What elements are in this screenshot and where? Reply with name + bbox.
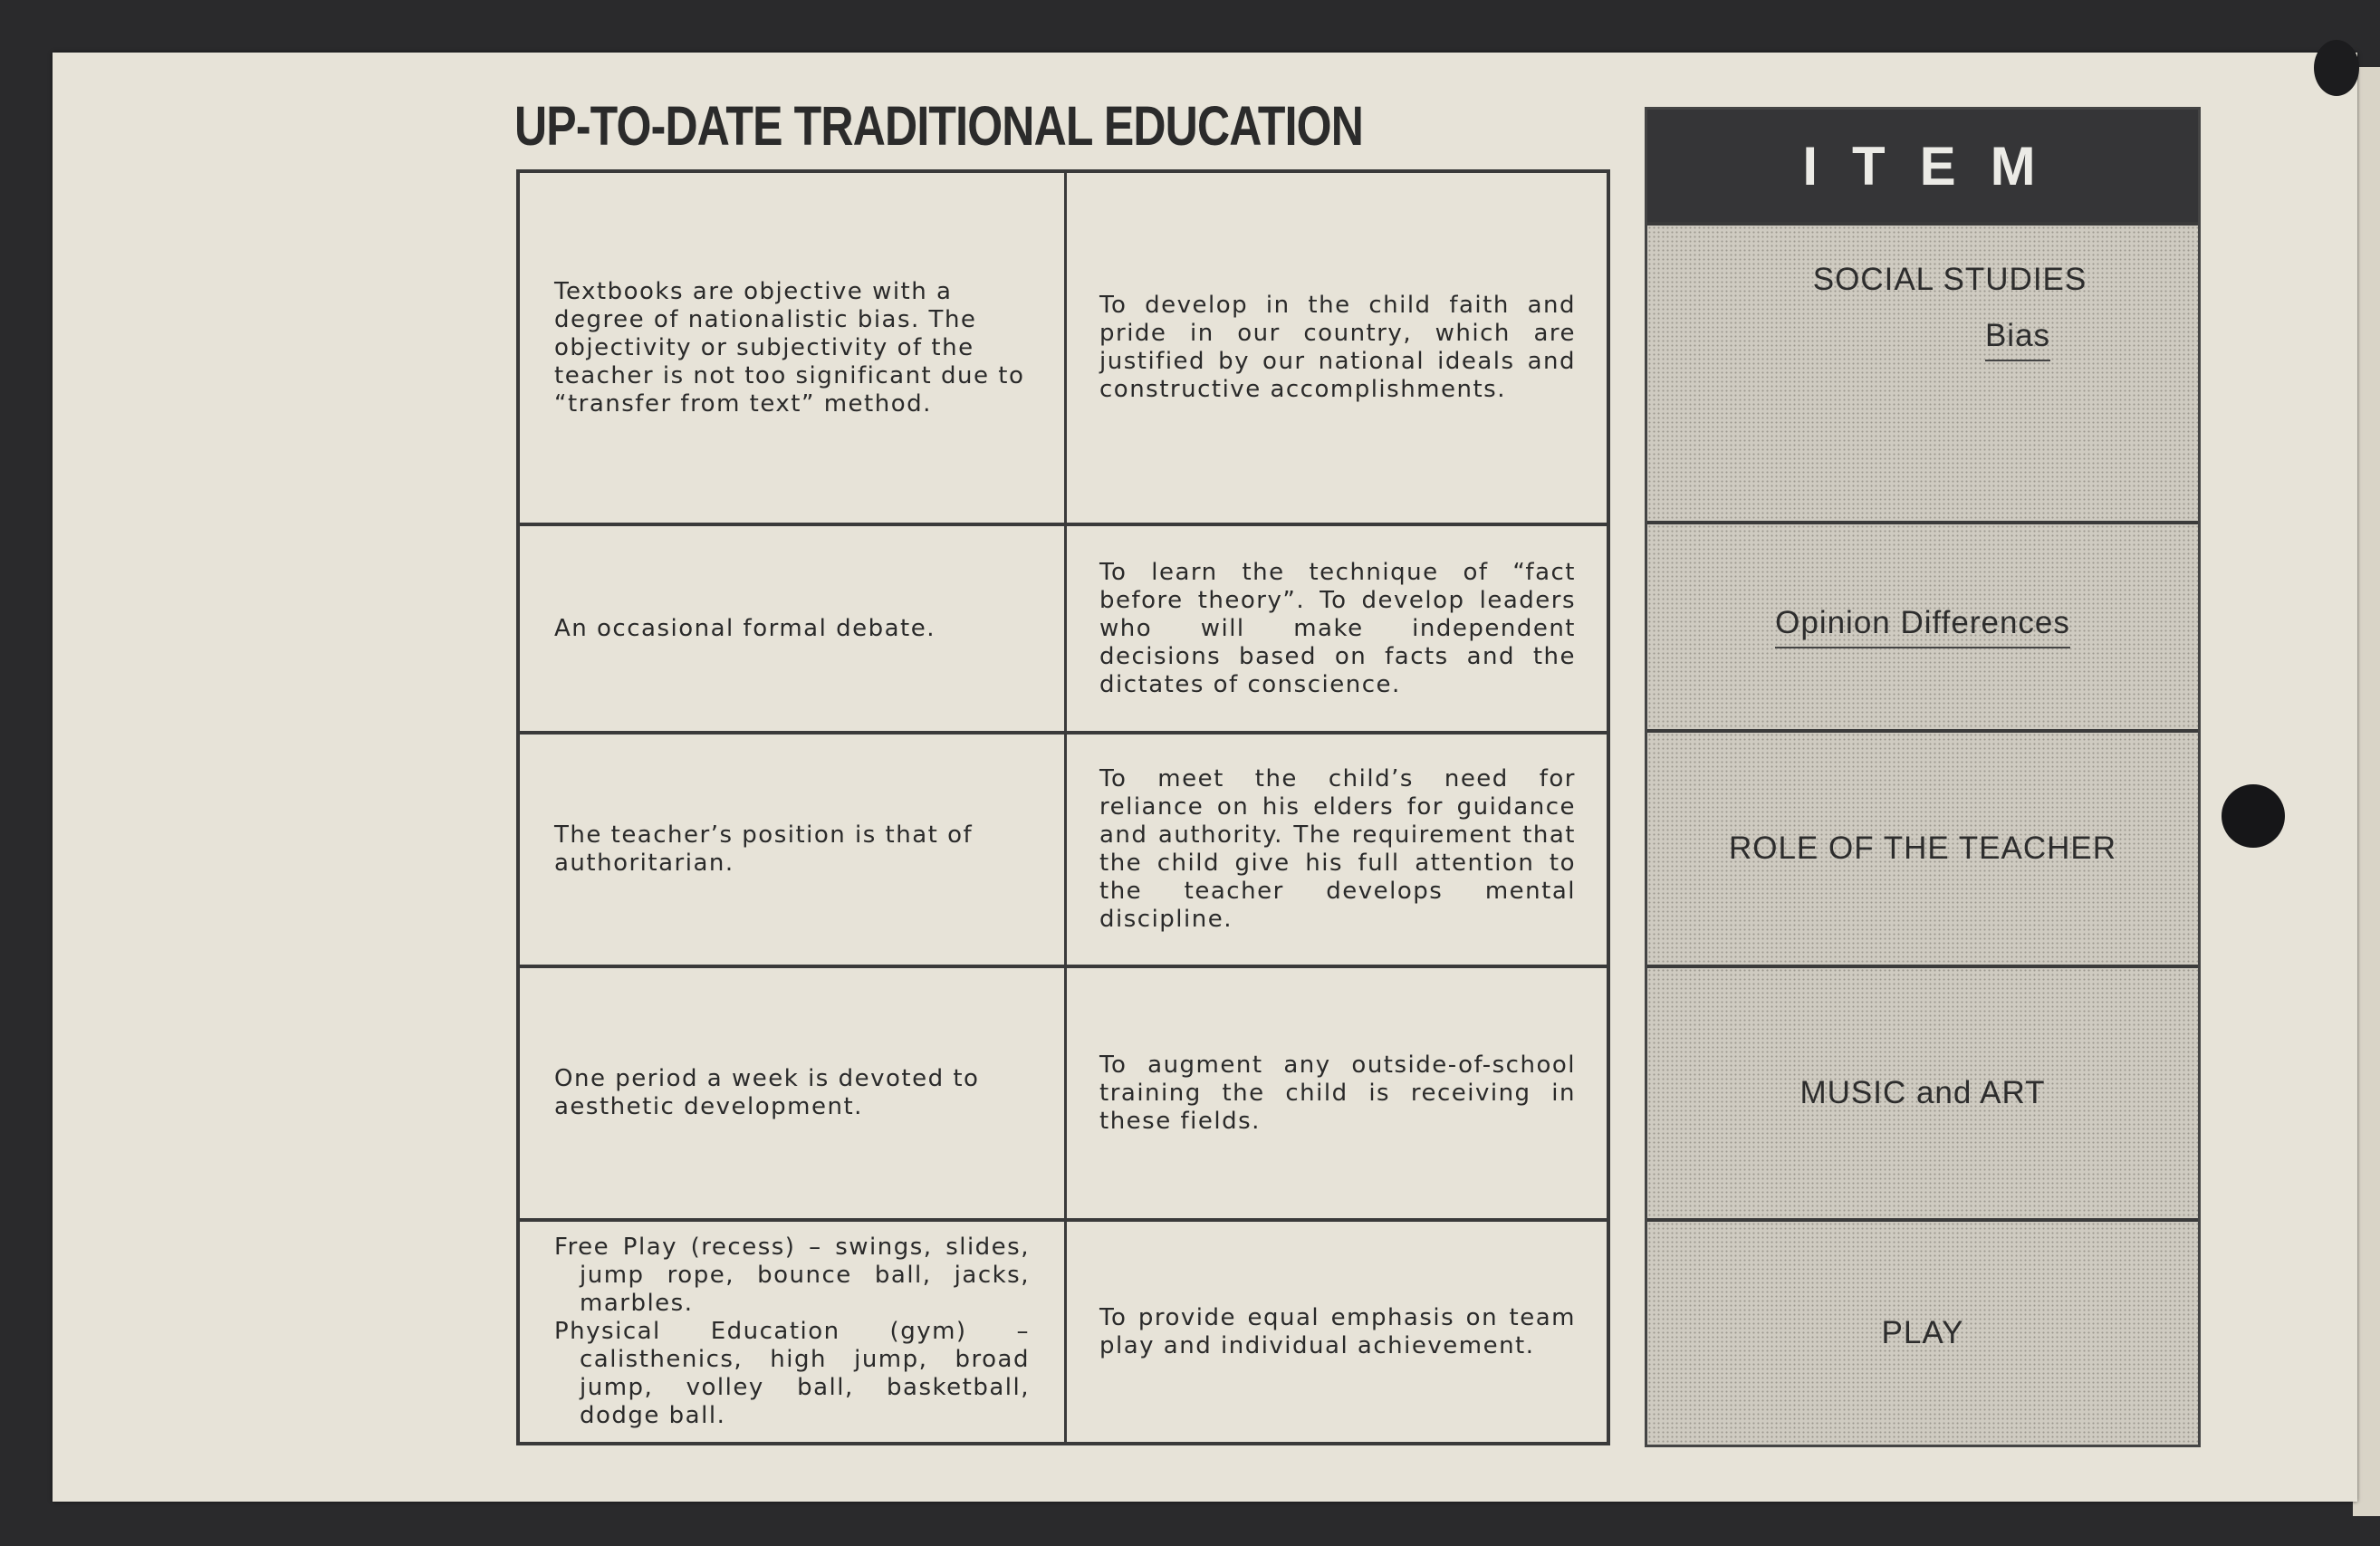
practice-text: An occasional formal debate. — [554, 614, 936, 642]
item-label: Opinion Differences — [1775, 605, 2070, 648]
practice-text: The teacher’s position is that of authoritarian. — [554, 821, 974, 877]
purpose-cell-teacher — [1067, 735, 1607, 968]
content-table — [516, 169, 1610, 1445]
item-role-of-teacher — [1647, 729, 2198, 965]
play-line-physical-education: Physical Education (gym) – calisthenics, high jump, broad jump, volley ball, basketball, dodge ball. — [554, 1318, 1030, 1429]
practice-cell-play — [520, 1222, 1067, 1442]
item-social-studies — [1647, 222, 2198, 521]
item-music-art — [1647, 965, 2198, 1218]
item-label: ROLE OF THE TEACHER — [1728, 831, 2117, 866]
page-title: UP-TO-DATE TRADITIONAL EDUCATION — [514, 95, 1364, 157]
item-column — [1645, 107, 2201, 1447]
purpose-cell-music-art — [1067, 968, 1607, 1222]
item-label: MUSIC and ART — [1799, 1075, 2046, 1110]
purpose-text: To provide equal emphasis on team play and individual achievement. — [1099, 1303, 1576, 1359]
purpose-text: To learn the technique of “fact before theory”. To develop leaders who will make independent decisions based on facts and the dictates of conscience. — [1099, 558, 1576, 698]
item-play — [1647, 1218, 2198, 1445]
item-label: SOCIAL STUDIES — [1812, 262, 2087, 297]
purpose-cell-play — [1067, 1222, 1607, 1442]
purpose-cell-social-studies — [1067, 173, 1607, 526]
punch-hole — [2222, 784, 2285, 848]
purpose-text: To augment any outside-of-school training the child is receiving in these fields. — [1099, 1051, 1576, 1135]
practice-text: One period a week is devoted to aesthetic development. — [554, 1065, 980, 1120]
item-sub-label: Bias — [1985, 318, 2050, 361]
play-list — [554, 1234, 1030, 1430]
practice-cell-music-art — [520, 968, 1067, 1222]
binder-notch — [2314, 40, 2359, 96]
item-header: ITEM — [1647, 110, 2198, 222]
purpose-text: To develop in the child faith and pride in our country, which are justified by our national ideals and constructive accomplishments. — [1099, 292, 1576, 403]
practice-cell-opinion — [520, 526, 1067, 735]
purpose-cell-opinion — [1067, 526, 1607, 735]
purpose-text: To meet the child’s need for reliance on his elders for guidance and authority. The requirement that the child give his full attention to the teacher develops mental discipline. — [1099, 765, 1576, 933]
item-label: PLAY — [1881, 1315, 1964, 1350]
practice-cell-social-studies — [520, 173, 1067, 526]
practice-cell-teacher — [520, 735, 1067, 968]
practice-text: Textbooks are objective with a degree of nationalistic bias. The objectivity or subjectivity of the teacher is not too significant due to “transfer from text” method. — [554, 277, 1025, 418]
play-line-free-play: Free Play (recess) – swings, slides, jump rope, bounce ball, jacks, marbles. — [554, 1234, 1030, 1317]
item-opinion-differences — [1647, 521, 2198, 729]
